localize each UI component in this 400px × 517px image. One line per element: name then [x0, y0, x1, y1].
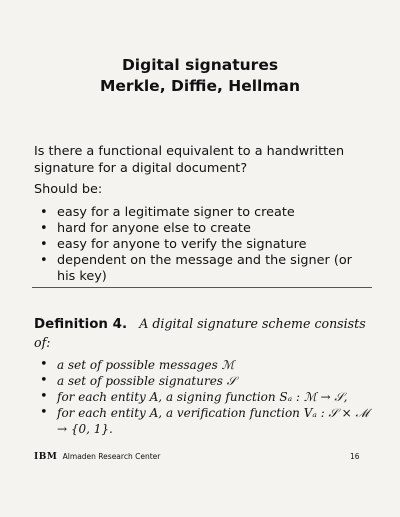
- list-item: • a set of possible messages ℳ: [40, 357, 380, 373]
- slide-subtitle-authors: Merkle, Diffie, Hellman: [99, 77, 301, 95]
- list-item: • for each entity A, a verification function Vₐ : 𝒮 × ℳ → {0, 1}.: [40, 405, 380, 437]
- definition-block: [34, 315, 374, 353]
- footer: [34, 452, 160, 462]
- definition-text: A digital signature scheme consists of:: [34, 316, 366, 350]
- list-item: • dependent on the message and the signer (or his key): [40, 253, 370, 285]
- definition-items-list: [40, 357, 380, 437]
- list-item: • a set of possible signatures 𝒮: [40, 373, 380, 389]
- list-item: • hard for anyone else to create: [40, 221, 370, 237]
- should-be-label: Should be:: [34, 182, 103, 197]
- list-item: • for each entity A, a signing function Sₐ : ℳ → 𝒮,: [40, 389, 380, 405]
- section-divider: [32, 287, 372, 288]
- footer-org: Almaden Research Center: [62, 452, 161, 461]
- slide-title: Digital signatures: [121, 56, 279, 74]
- list-item: • easy for anyone to verify the signature: [40, 237, 370, 253]
- requirements-list: [40, 205, 370, 285]
- definition-label: Definition 4.: [34, 317, 128, 332]
- page-number: 16: [350, 452, 360, 461]
- list-item: • easy for a legitimate signer to create: [40, 205, 370, 221]
- question-text: Is there a functional equivalent to a handwritten signature for a digital document?: [34, 144, 345, 176]
- ibm-logo: IBM: [34, 452, 58, 462]
